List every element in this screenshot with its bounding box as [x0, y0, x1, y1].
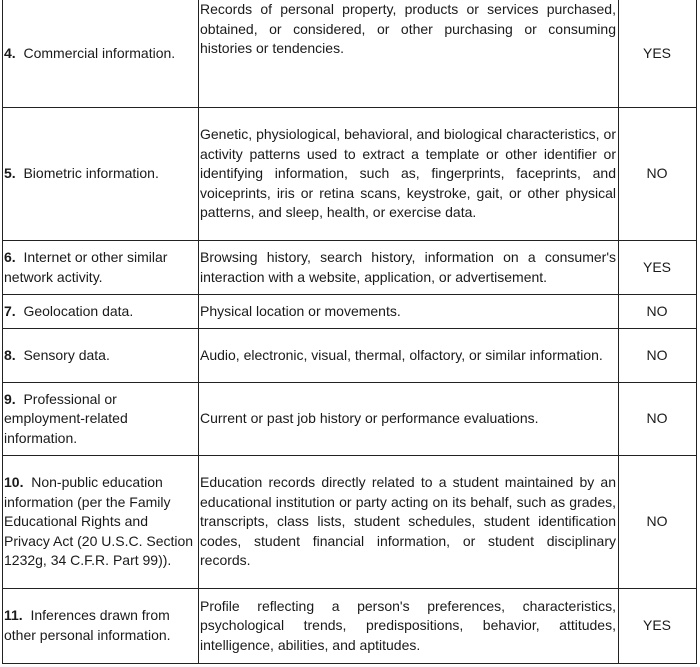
row-number: 8.	[4, 346, 16, 363]
collected-value: NO	[619, 108, 697, 241]
category-cell	[3, 241, 199, 295]
description-cell: Education records directly related to a student maintained by an educational institution or party acting on its behalf, such as grades, transcripts, class lists, student schedules, student identification codes, student financial information, or student disciplinary records.	[199, 456, 619, 589]
collected-value: NO	[619, 456, 697, 589]
collected-value: YES	[619, 0, 697, 108]
category-label: Non-public education information (per the Family Educational Rights and Privacy Act (20 U.S.C. Section 1232g, 34 C.F.R. Part 99)).	[4, 474, 194, 569]
collected-value: NO	[619, 295, 697, 329]
table-row	[3, 383, 697, 456]
row-number: 11.	[4, 607, 23, 624]
row-number: 6.	[4, 248, 16, 265]
category-label: Professional or employment-related information.	[4, 390, 128, 446]
row-number: 7.	[4, 302, 16, 319]
category-cell	[3, 383, 199, 456]
description-cell: Profile reflecting a person's preferences, characteristics, psychological trends, predispositions, behavior, attitudes, intelligence, abilities, and aptitudes.	[199, 589, 619, 664]
personal-information-table	[2, 0, 697, 664]
table-row	[3, 108, 697, 241]
collected-value: NO	[619, 383, 697, 456]
category-label: Geolocation data.	[23, 302, 134, 319]
category-cell	[3, 589, 199, 664]
collected-value: NO	[619, 329, 697, 383]
description-cell: Browsing history, search history, information on a consumer's interaction with a website, application, or advertisement.	[199, 241, 619, 295]
category-cell	[3, 0, 199, 108]
description-cell: Current or past job history or performance evaluations.	[199, 383, 619, 456]
collected-value: YES	[619, 241, 697, 295]
category-cell	[3, 108, 199, 241]
category-cell	[3, 329, 199, 383]
table-row	[3, 329, 697, 383]
row-number: 4.	[4, 44, 16, 61]
row-number: 9.	[4, 390, 16, 407]
category-label: Inferences drawn from other personal information.	[4, 607, 171, 643]
description-cell: Physical location or movements.	[199, 295, 619, 329]
description-cell: Genetic, physiological, behavioral, and biological characteristics, or activity patterns used to extract a template or other identifier or identifying information, such as, fingerprints, faceprints, and voiceprints, iris or retina scans, keystroke, gait, or other physical patterns, and sleep, health, or exercise data.	[199, 108, 619, 241]
category-cell	[3, 456, 199, 589]
category-cell	[3, 295, 199, 329]
table-row	[3, 456, 697, 589]
description-cell: Audio, electronic, visual, thermal, olfactory, or similar information.	[199, 329, 619, 383]
category-label: Commercial information.	[23, 44, 176, 61]
collected-value: YES	[619, 589, 697, 664]
table-row	[3, 0, 697, 108]
category-label: Internet or other similar network activity.	[4, 248, 168, 285]
row-number: 10.	[4, 474, 24, 491]
description-cell: Records of personal property, products or services purchased, obtained, or considered, or other purchasing or consuming histories or tendencies.	[199, 0, 619, 108]
row-number: 5.	[4, 165, 16, 182]
category-label: Sensory data.	[23, 346, 110, 363]
table-row	[3, 241, 697, 295]
table-row	[3, 295, 697, 329]
category-label: Biometric information.	[23, 165, 159, 182]
table-row	[3, 589, 697, 664]
